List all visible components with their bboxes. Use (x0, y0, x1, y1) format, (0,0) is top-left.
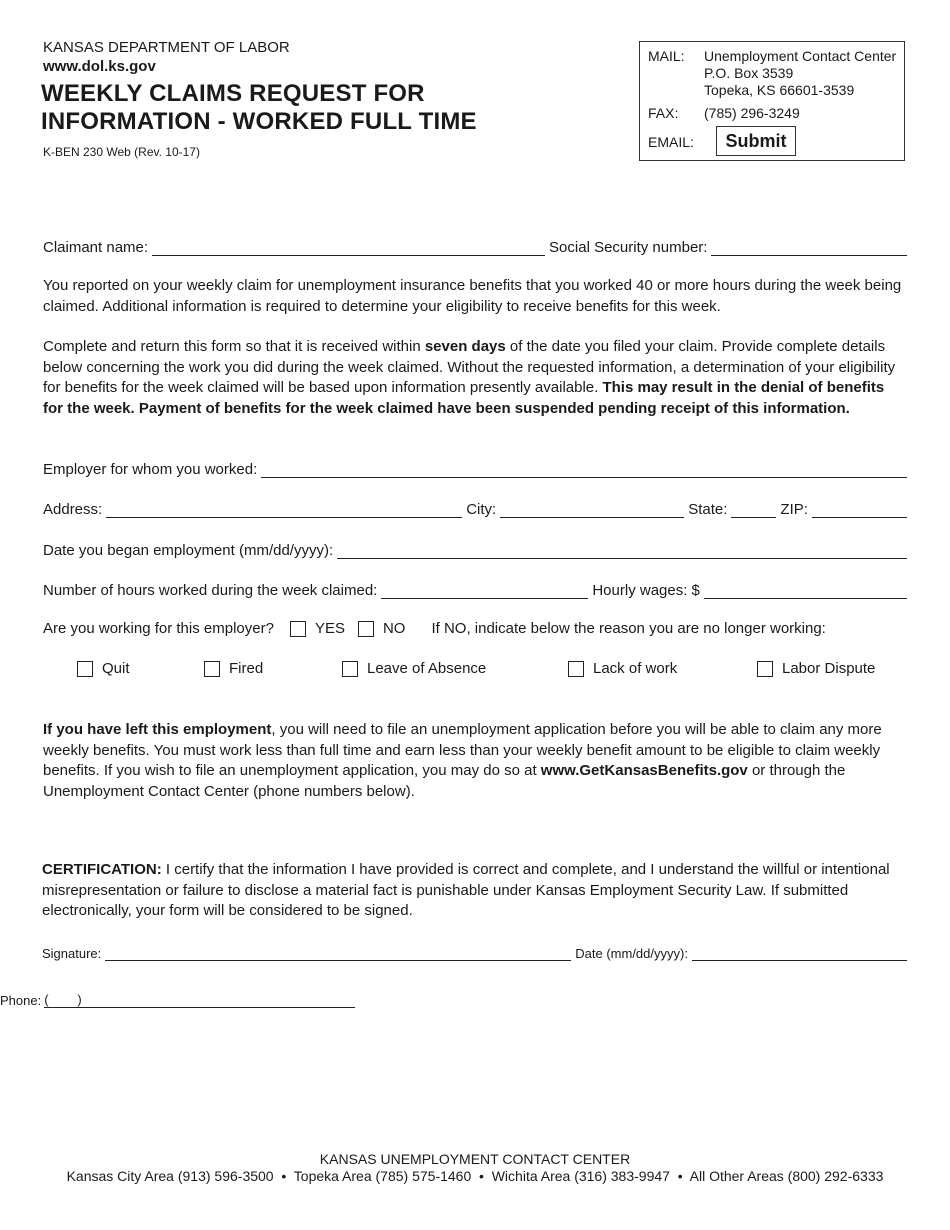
labor-dispute-checkbox[interactable] (757, 661, 773, 677)
reason-leave-of-absence[interactable] (342, 660, 486, 677)
reason-lack-of-work[interactable] (568, 660, 677, 677)
yes-checkbox[interactable] (290, 621, 306, 637)
footer-phone-numbers: Kansas City Area (913) 596-3500 • Topeka Area (785) 575-1460 • Wichita Area (316) 383-9947 • All Other Areas (800) 292-6333 (66, 1168, 884, 1184)
hourly-wages-field[interactable] (704, 583, 907, 599)
intro-paragraph: You reported on your weekly claim for unemployment insurance benefits that you worked 40 or more hours during the week being claimed. Additional information is required to determine your eligibility to receive benefits for this week. (43, 277, 902, 315)
instructions-text-b: of the date you filed your claim. Provide complete details below concerning the work you did during the week claimed. Without the requested information, a determination of your eligibility for benefits for the week claimed will be based upon information presently available. (43, 338, 896, 396)
claimant-name-field[interactable] (152, 240, 545, 256)
quit-label: Quit (102, 660, 130, 677)
email-label: EMAIL: (648, 134, 694, 150)
signature-label: Signature: (42, 946, 102, 961)
instructions-paragraph (43, 337, 908, 419)
hours-label: Number of hours worked during the week claimed: (43, 582, 378, 599)
phone-row (0, 990, 359, 1008)
ssn-label: Social Security number: (549, 239, 708, 256)
mail-line3: Topeka, KS 66601-3539 (704, 82, 855, 98)
mail-label: MAIL: (648, 48, 685, 64)
certification-heading: CERTIFICATION: (42, 861, 162, 878)
address-row (43, 498, 907, 518)
yes-label: YES (314, 620, 345, 637)
working-question-row (43, 620, 826, 637)
agency-name: KANSAS DEPARTMENT OF LABOR (43, 39, 290, 56)
hours-row (43, 579, 907, 599)
left-employment-text-a: , you will need to file an unemployment application before you will be able to claim any more weekly benefits. You must work less than full time and earn less than your weekly benefit amount to be eligible to claim weekly benefits. If you wish to file an unemployment application, you may do so at (43, 721, 882, 779)
fax-label: FAX: (648, 105, 679, 121)
zip-field[interactable] (812, 502, 907, 518)
state-label: State: (688, 501, 728, 518)
city-field[interactable] (500, 502, 684, 518)
working-question-label: Are you working for this employer? (43, 620, 274, 637)
employer-field[interactable] (261, 462, 907, 478)
lack-of-work-checkbox[interactable] (568, 661, 584, 677)
reason-labor-dispute[interactable] (757, 660, 875, 677)
form-title (41, 80, 477, 136)
signature-row (42, 943, 907, 961)
reason-quit[interactable] (77, 660, 130, 677)
seven-days-emphasis: seven days (424, 338, 506, 355)
employer-label: Employer for whom you worked: (43, 461, 258, 478)
fired-label: Fired (229, 660, 264, 677)
quit-checkbox[interactable] (77, 661, 93, 677)
claimant-name-label: Claimant name: (43, 239, 149, 256)
date-began-label: Date you began employment (mm/dd/yyyy): (43, 542, 334, 559)
lack-of-work-label: Lack of work (593, 660, 678, 677)
phone-area-code: ( ) (44, 992, 82, 1007)
form-title-line1: WEEKLY CLAIMS REQUEST FOR (41, 80, 425, 107)
zip-label: ZIP: (780, 501, 808, 518)
left-employment-emphasis: If you have left this employment (43, 721, 272, 738)
certification-text: I certify that the information I have provided is correct and complete, and I understand the willful or intentional misrepresentation or failure to disclose a material fact is punishable under Kansas Employment Security Law. If submitted electronically, your form will be considered to be signed. (42, 861, 890, 919)
employer-row (43, 458, 907, 478)
mail-line2: P.O. Box 3539 (704, 65, 794, 81)
left-employment-paragraph (43, 720, 908, 802)
state-field[interactable] (731, 502, 776, 518)
date-label: Date (mm/dd/yyyy): (575, 946, 688, 961)
phone-label: Phone: (0, 993, 42, 1008)
phone-field[interactable] (44, 994, 355, 1008)
address-field[interactable] (106, 502, 462, 518)
contact-box (639, 41, 905, 161)
date-field[interactable] (692, 947, 907, 961)
form-title-line2: INFORMATION - WORKED FULL TIME (41, 108, 477, 135)
mail-address (704, 48, 896, 99)
benefits-website-link[interactable]: www.GetKansasBenefits.gov (540, 762, 748, 779)
labor-dispute-label: Labor Dispute (782, 660, 876, 677)
if-no-instruction: If NO, indicate below the reason you are no longer working: (431, 620, 826, 637)
hours-field[interactable] (381, 583, 588, 599)
leave-of-absence-checkbox[interactable] (342, 661, 358, 677)
denial-warning: This may result in the denial of benefits for the week. Payment of benefits for the week claimed have been suspended pending receipt of this information. (43, 379, 885, 417)
ssn-field[interactable] (711, 240, 907, 256)
mail-line1: Unemployment Contact Center (704, 48, 897, 64)
date-began-field[interactable] (337, 543, 907, 559)
form-number: K-BEN 230 Web (Rev. 10-17) (43, 145, 200, 159)
instructions-text-a: Complete and return this form so that it is received within (43, 338, 425, 355)
claimant-row (43, 236, 907, 256)
no-label: NO (382, 620, 406, 637)
date-began-row (43, 539, 907, 559)
leave-of-absence-label: Leave of Absence (367, 660, 487, 677)
reason-fired[interactable] (204, 660, 263, 677)
submit-button[interactable]: Submit (716, 126, 796, 156)
hourly-wages-label: Hourly wages: $ (592, 582, 700, 599)
no-checkbox[interactable] (358, 621, 374, 637)
address-label: Address: (43, 501, 103, 518)
city-label: City: (466, 501, 497, 518)
certification-paragraph (42, 860, 908, 922)
signature-field[interactable] (105, 947, 571, 961)
agency-website: www.dol.ks.gov (43, 58, 156, 75)
footer-title: KANSAS UNEMPLOYMENT CONTACT CENTER (319, 1151, 631, 1167)
fax-number: (785) 296-3249 (704, 105, 800, 121)
left-employment-text-b: or through the Unemployment Contact Center (phone numbers below). (43, 762, 846, 800)
fired-checkbox[interactable] (204, 661, 220, 677)
